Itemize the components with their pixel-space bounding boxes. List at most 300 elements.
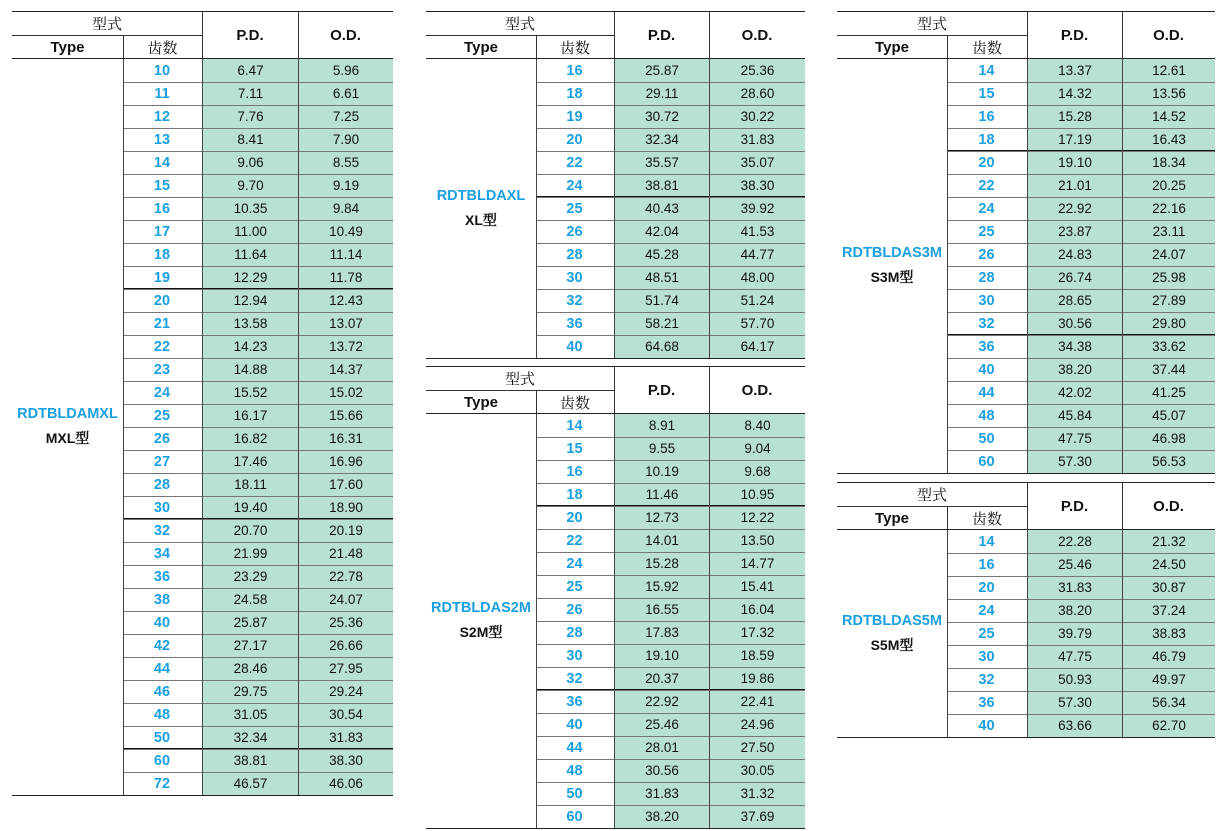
od-value: 13.07 bbox=[299, 312, 393, 335]
table-row bbox=[837, 553, 1215, 576]
column-line bbox=[1122, 59, 1123, 473]
pd-value: 11.64 bbox=[203, 243, 298, 266]
table-row bbox=[426, 483, 805, 506]
pd-value: 12.29 bbox=[203, 266, 298, 289]
row-separator bbox=[947, 266, 1215, 267]
table-bottom-border bbox=[837, 473, 1215, 474]
pd-value: 16.17 bbox=[203, 404, 298, 427]
teeth-count: 15 bbox=[123, 174, 201, 197]
pd-value: 24.83 bbox=[1028, 243, 1122, 266]
header-divider bbox=[837, 35, 1027, 36]
table-row bbox=[426, 506, 805, 529]
od-value: 12.43 bbox=[299, 289, 393, 312]
pd-value: 15.28 bbox=[615, 552, 709, 575]
pd-value: 35.57 bbox=[615, 151, 709, 174]
pd-value: 63.66 bbox=[1028, 714, 1122, 737]
od-value: 62.70 bbox=[1123, 714, 1215, 737]
pd-value: 7.11 bbox=[203, 82, 298, 105]
teeth-count: 40 bbox=[947, 358, 1026, 381]
teeth-count: 72 bbox=[123, 772, 201, 795]
teeth-count: 36 bbox=[536, 312, 613, 335]
row-separator bbox=[123, 289, 393, 290]
table-row bbox=[426, 736, 805, 759]
teeth-count: 32 bbox=[123, 519, 201, 542]
od-value: 38.30 bbox=[710, 174, 805, 197]
row-separator bbox=[947, 576, 1215, 577]
table-row bbox=[837, 668, 1215, 691]
teeth-count: 20 bbox=[947, 151, 1026, 174]
teeth-count: 22 bbox=[536, 151, 613, 174]
row-separator bbox=[536, 437, 805, 438]
table-row bbox=[426, 197, 805, 220]
table-row bbox=[426, 82, 805, 105]
od-value: 27.95 bbox=[299, 657, 393, 680]
teeth-count: 25 bbox=[536, 197, 613, 220]
table-row bbox=[837, 404, 1215, 427]
pd-value: 9.70 bbox=[203, 174, 298, 197]
header-vline bbox=[947, 506, 948, 529]
od-value: 26.66 bbox=[299, 634, 393, 657]
row-separator bbox=[123, 358, 393, 359]
od-value: 51.24 bbox=[710, 289, 805, 312]
row-separator bbox=[536, 805, 805, 806]
table-row bbox=[837, 335, 1215, 358]
teeth-count: 50 bbox=[947, 427, 1026, 450]
teeth-count: 36 bbox=[123, 565, 201, 588]
pd-value: 17.46 bbox=[203, 450, 298, 473]
row-separator bbox=[536, 243, 805, 244]
pd-value: 14.01 bbox=[615, 529, 709, 552]
teeth-count: 21 bbox=[123, 312, 201, 335]
teeth-count: 24 bbox=[536, 552, 613, 575]
row-separator bbox=[947, 289, 1215, 290]
teeth-count: 19 bbox=[123, 266, 201, 289]
table-row bbox=[426, 437, 805, 460]
pd-value: 11.00 bbox=[203, 220, 298, 243]
od-value: 28.60 bbox=[710, 82, 805, 105]
pd-value: 38.81 bbox=[203, 749, 298, 772]
row-separator bbox=[123, 726, 393, 727]
teeth-count: 13 bbox=[123, 128, 201, 151]
header-type: Type bbox=[875, 509, 909, 527]
od-value: 57.70 bbox=[710, 312, 805, 335]
row-separator bbox=[536, 460, 805, 461]
od-value: 16.04 bbox=[710, 598, 805, 621]
column-line bbox=[709, 414, 710, 828]
teeth-count: 44 bbox=[123, 657, 201, 680]
table-row bbox=[426, 289, 805, 312]
pd-value: 15.52 bbox=[203, 381, 298, 404]
table-row bbox=[426, 220, 805, 243]
teeth-count: 25 bbox=[536, 575, 613, 598]
header-vline bbox=[536, 35, 537, 58]
table-row bbox=[426, 529, 805, 552]
table-bottom-border bbox=[12, 795, 393, 796]
od-value: 27.50 bbox=[710, 736, 805, 759]
teeth-count: 16 bbox=[536, 460, 613, 483]
group-separator bbox=[536, 505, 805, 506]
row-separator bbox=[536, 335, 805, 336]
row-separator bbox=[947, 174, 1215, 175]
pd-value: 7.76 bbox=[203, 105, 298, 128]
pd-value: 42.02 bbox=[1028, 381, 1122, 404]
row-separator bbox=[123, 680, 393, 681]
od-value: 9.04 bbox=[710, 437, 805, 460]
teeth-count: 40 bbox=[947, 714, 1026, 737]
table-header bbox=[426, 366, 805, 414]
teeth-count: 18 bbox=[536, 483, 613, 506]
table-row bbox=[837, 691, 1215, 714]
teeth-count: 12 bbox=[123, 105, 201, 128]
teeth-count: 22 bbox=[947, 174, 1026, 197]
table-s5m bbox=[837, 482, 1215, 739]
pd-value: 19.40 bbox=[203, 496, 298, 519]
header-pd: P.D. bbox=[236, 26, 264, 44]
teeth-count: 14 bbox=[536, 414, 613, 437]
header-divider bbox=[426, 390, 614, 391]
table-row bbox=[426, 621, 805, 644]
row-separator bbox=[947, 312, 1215, 313]
pd-value: 48.51 bbox=[615, 266, 709, 289]
od-value: 29.24 bbox=[299, 680, 393, 703]
teeth-count: 16 bbox=[947, 553, 1026, 576]
teeth-count: 30 bbox=[536, 266, 613, 289]
teeth-count: 20 bbox=[536, 128, 613, 151]
pd-value: 46.57 bbox=[203, 772, 298, 795]
table-row bbox=[837, 128, 1215, 151]
table-row bbox=[426, 690, 805, 713]
teeth-count: 11 bbox=[123, 82, 201, 105]
row-separator bbox=[123, 496, 393, 497]
table-row bbox=[837, 266, 1215, 289]
row-separator bbox=[947, 450, 1215, 451]
column-line bbox=[947, 59, 948, 473]
teeth-count: 25 bbox=[123, 404, 201, 427]
od-value: 22.41 bbox=[710, 690, 805, 713]
header-divider bbox=[426, 35, 614, 36]
model-name: RDTBLDAS5M bbox=[842, 612, 942, 629]
od-value: 18.34 bbox=[1123, 151, 1215, 174]
od-value: 44.77 bbox=[710, 243, 805, 266]
teeth-count: 15 bbox=[947, 82, 1026, 105]
row-separator bbox=[947, 335, 1215, 336]
od-value: 11.78 bbox=[299, 266, 393, 289]
row-separator bbox=[123, 243, 393, 244]
table-row bbox=[426, 243, 805, 266]
pd-value: 11.46 bbox=[615, 483, 709, 506]
header-model: 型式 bbox=[916, 487, 947, 504]
teeth-count: 10 bbox=[123, 59, 201, 82]
pd-value: 58.21 bbox=[615, 312, 709, 335]
od-value: 13.50 bbox=[710, 529, 805, 552]
table-xl bbox=[426, 11, 805, 360]
teeth-count: 40 bbox=[536, 713, 613, 736]
pd-value: 24.58 bbox=[203, 588, 298, 611]
row-separator bbox=[947, 151, 1215, 152]
od-value: 14.77 bbox=[710, 552, 805, 575]
row-separator bbox=[536, 289, 805, 290]
pd-value: 12.94 bbox=[203, 289, 298, 312]
pd-value: 19.10 bbox=[615, 644, 709, 667]
row-separator bbox=[536, 105, 805, 106]
row-separator bbox=[123, 519, 393, 520]
header-type: Type bbox=[875, 38, 909, 56]
pd-value: 29.11 bbox=[615, 82, 709, 105]
table-row bbox=[426, 312, 805, 335]
table-row bbox=[837, 312, 1215, 335]
pd-value: 50.93 bbox=[1028, 668, 1122, 691]
pd-value: 47.75 bbox=[1028, 645, 1122, 668]
row-separator bbox=[123, 151, 393, 152]
pd-value: 18.11 bbox=[203, 473, 298, 496]
pd-value: 12.73 bbox=[615, 506, 709, 529]
od-value: 41.53 bbox=[710, 220, 805, 243]
table-row bbox=[837, 197, 1215, 220]
table-row bbox=[426, 598, 805, 621]
table-row bbox=[426, 266, 805, 289]
pd-value: 16.82 bbox=[203, 427, 298, 450]
table-row bbox=[426, 128, 805, 151]
od-value: 37.44 bbox=[1123, 358, 1215, 381]
table-header bbox=[837, 11, 1215, 59]
row-separator bbox=[947, 714, 1215, 715]
pd-value: 6.47 bbox=[203, 59, 298, 82]
table-row bbox=[837, 622, 1215, 645]
row-separator bbox=[123, 128, 393, 129]
row-separator bbox=[536, 529, 805, 530]
header-type: Type bbox=[464, 393, 498, 411]
row-separator bbox=[536, 266, 805, 267]
group-separator bbox=[536, 196, 805, 197]
row-separator bbox=[947, 243, 1215, 244]
row-separator bbox=[947, 197, 1215, 198]
od-value: 48.00 bbox=[710, 266, 805, 289]
pd-value: 10.19 bbox=[615, 460, 709, 483]
header-type: Type bbox=[464, 38, 498, 56]
pd-value: 64.68 bbox=[615, 335, 709, 358]
teeth-count: 26 bbox=[947, 243, 1026, 266]
row-separator bbox=[123, 82, 393, 83]
teeth-count: 18 bbox=[123, 243, 201, 266]
row-separator bbox=[536, 312, 805, 313]
table-row bbox=[837, 358, 1215, 381]
teeth-count: 32 bbox=[947, 312, 1026, 335]
row-separator bbox=[536, 621, 805, 622]
header-divider bbox=[12, 35, 202, 36]
teeth-count: 30 bbox=[947, 645, 1026, 668]
header-vline bbox=[1027, 483, 1028, 529]
od-value: 12.22 bbox=[710, 506, 805, 529]
teeth-count: 18 bbox=[536, 82, 613, 105]
header-od: O.D. bbox=[1153, 497, 1184, 515]
od-value: 16.31 bbox=[299, 427, 393, 450]
teeth-count: 28 bbox=[123, 473, 201, 496]
table-row bbox=[426, 335, 805, 358]
column-line bbox=[298, 59, 299, 795]
header-teeth: 齿数 bbox=[971, 510, 1002, 528]
row-separator bbox=[123, 335, 393, 336]
teeth-count: 50 bbox=[123, 726, 201, 749]
pd-value: 17.19 bbox=[1028, 128, 1122, 151]
teeth-count: 28 bbox=[536, 243, 613, 266]
od-value: 31.83 bbox=[299, 726, 393, 749]
table-row bbox=[426, 460, 805, 483]
od-value: 17.60 bbox=[299, 473, 393, 496]
row-separator bbox=[536, 736, 805, 737]
table-mxl bbox=[12, 11, 393, 797]
column-line bbox=[1027, 59, 1028, 473]
teeth-count: 32 bbox=[947, 668, 1026, 691]
teeth-count: 19 bbox=[536, 105, 613, 128]
table-bottom-border bbox=[426, 828, 805, 829]
pd-value: 15.28 bbox=[1028, 105, 1122, 128]
table-s3m bbox=[837, 11, 1215, 475]
table-row bbox=[837, 645, 1215, 668]
pd-value: 30.56 bbox=[615, 759, 709, 782]
table-row bbox=[837, 381, 1215, 404]
pd-value: 14.32 bbox=[1028, 82, 1122, 105]
row-separator bbox=[123, 657, 393, 658]
od-value: 30.22 bbox=[710, 105, 805, 128]
model-name: RDTBLDAS2M bbox=[431, 600, 531, 616]
model-subtitle: XL型 bbox=[465, 211, 497, 228]
teeth-count: 60 bbox=[536, 805, 613, 828]
table-row bbox=[837, 151, 1215, 174]
od-value: 25.36 bbox=[299, 611, 393, 634]
pd-value: 45.84 bbox=[1028, 404, 1122, 427]
table-header bbox=[837, 482, 1215, 530]
pd-value: 32.34 bbox=[203, 726, 298, 749]
column-line bbox=[614, 414, 615, 828]
header-type: Type bbox=[50, 38, 85, 56]
group-separator bbox=[123, 748, 393, 749]
pd-value: 21.01 bbox=[1028, 174, 1122, 197]
column-line bbox=[1122, 530, 1123, 737]
row-separator bbox=[536, 197, 805, 198]
od-value: 16.43 bbox=[1123, 128, 1215, 151]
table-row bbox=[426, 151, 805, 174]
pd-value: 40.43 bbox=[615, 197, 709, 220]
od-value: 30.05 bbox=[710, 759, 805, 782]
pd-value: 28.46 bbox=[203, 657, 298, 680]
header-pd: P.D. bbox=[647, 381, 676, 399]
teeth-count: 26 bbox=[123, 427, 201, 450]
teeth-count: 32 bbox=[536, 667, 613, 690]
teeth-count: 20 bbox=[947, 576, 1026, 599]
row-separator bbox=[536, 128, 805, 129]
od-value: 25.98 bbox=[1123, 266, 1215, 289]
row-separator bbox=[947, 128, 1215, 129]
header-vline bbox=[1122, 483, 1123, 529]
pd-value: 28.01 bbox=[615, 736, 709, 759]
od-value: 35.07 bbox=[710, 151, 805, 174]
table-bottom-border bbox=[837, 737, 1215, 738]
row-separator bbox=[536, 644, 805, 645]
column-line bbox=[947, 530, 948, 737]
od-value: 20.25 bbox=[1123, 174, 1215, 197]
teeth-count: 23 bbox=[123, 358, 201, 381]
table-header bbox=[12, 11, 393, 59]
pd-value: 23.87 bbox=[1028, 220, 1122, 243]
teeth-count: 40 bbox=[123, 611, 201, 634]
pd-value: 22.28 bbox=[1028, 530, 1122, 553]
table-row bbox=[837, 450, 1215, 473]
pd-value: 45.28 bbox=[615, 243, 709, 266]
pd-value: 22.92 bbox=[1028, 197, 1122, 220]
table-row bbox=[837, 530, 1215, 553]
header-vline bbox=[202, 12, 203, 58]
teeth-count: 14 bbox=[947, 530, 1026, 553]
row-separator bbox=[536, 759, 805, 760]
od-value: 16.96 bbox=[299, 450, 393, 473]
teeth-count: 36 bbox=[947, 691, 1026, 714]
teeth-count: 30 bbox=[536, 644, 613, 667]
row-separator bbox=[123, 772, 393, 773]
header-teeth: 齿数 bbox=[147, 39, 178, 57]
row-separator bbox=[123, 611, 393, 612]
model-subtitle: MXL型 bbox=[45, 430, 90, 446]
column-line bbox=[536, 59, 537, 358]
row-separator bbox=[123, 197, 393, 198]
row-separator bbox=[947, 691, 1215, 692]
pd-value: 34.38 bbox=[1028, 335, 1122, 358]
table-row bbox=[837, 243, 1215, 266]
teeth-count: 20 bbox=[536, 506, 613, 529]
row-separator bbox=[947, 553, 1215, 554]
row-separator bbox=[123, 266, 393, 267]
pd-value: 26.74 bbox=[1028, 266, 1122, 289]
table-row bbox=[426, 105, 805, 128]
table-row bbox=[837, 105, 1215, 128]
pd-value: 21.99 bbox=[203, 542, 298, 565]
teeth-count: 15 bbox=[536, 437, 613, 460]
od-value: 27.89 bbox=[1123, 289, 1215, 312]
header-od: O.D. bbox=[741, 381, 773, 399]
pd-value: 31.05 bbox=[203, 703, 298, 726]
row-separator bbox=[947, 105, 1215, 106]
teeth-count: 28 bbox=[947, 266, 1026, 289]
row-separator bbox=[536, 782, 805, 783]
table-row bbox=[837, 599, 1215, 622]
table-header bbox=[426, 11, 805, 59]
pd-value: 32.34 bbox=[615, 128, 709, 151]
pd-value: 17.83 bbox=[615, 621, 709, 644]
teeth-count: 44 bbox=[947, 381, 1026, 404]
header-pd: P.D. bbox=[647, 26, 676, 44]
column-line bbox=[536, 414, 537, 828]
teeth-count: 50 bbox=[536, 782, 613, 805]
teeth-count: 24 bbox=[123, 381, 201, 404]
od-value: 8.40 bbox=[710, 414, 805, 437]
od-value: 7.25 bbox=[299, 105, 393, 128]
od-value: 9.68 bbox=[710, 460, 805, 483]
row-separator bbox=[947, 404, 1215, 405]
od-value: 38.83 bbox=[1123, 622, 1215, 645]
od-value: 24.07 bbox=[1123, 243, 1215, 266]
pd-value: 9.55 bbox=[615, 437, 709, 460]
od-value: 5.96 bbox=[299, 59, 393, 82]
group-separator bbox=[123, 288, 393, 289]
teeth-count: 34 bbox=[123, 542, 201, 565]
pd-value: 22.92 bbox=[615, 690, 709, 713]
od-value: 23.11 bbox=[1123, 220, 1215, 243]
model-subtitle: S5M型 bbox=[870, 636, 914, 653]
table-s2m bbox=[426, 366, 805, 830]
pd-value: 14.88 bbox=[203, 358, 298, 381]
table-row bbox=[426, 713, 805, 736]
teeth-count: 30 bbox=[947, 289, 1026, 312]
pd-value: 23.29 bbox=[203, 565, 298, 588]
